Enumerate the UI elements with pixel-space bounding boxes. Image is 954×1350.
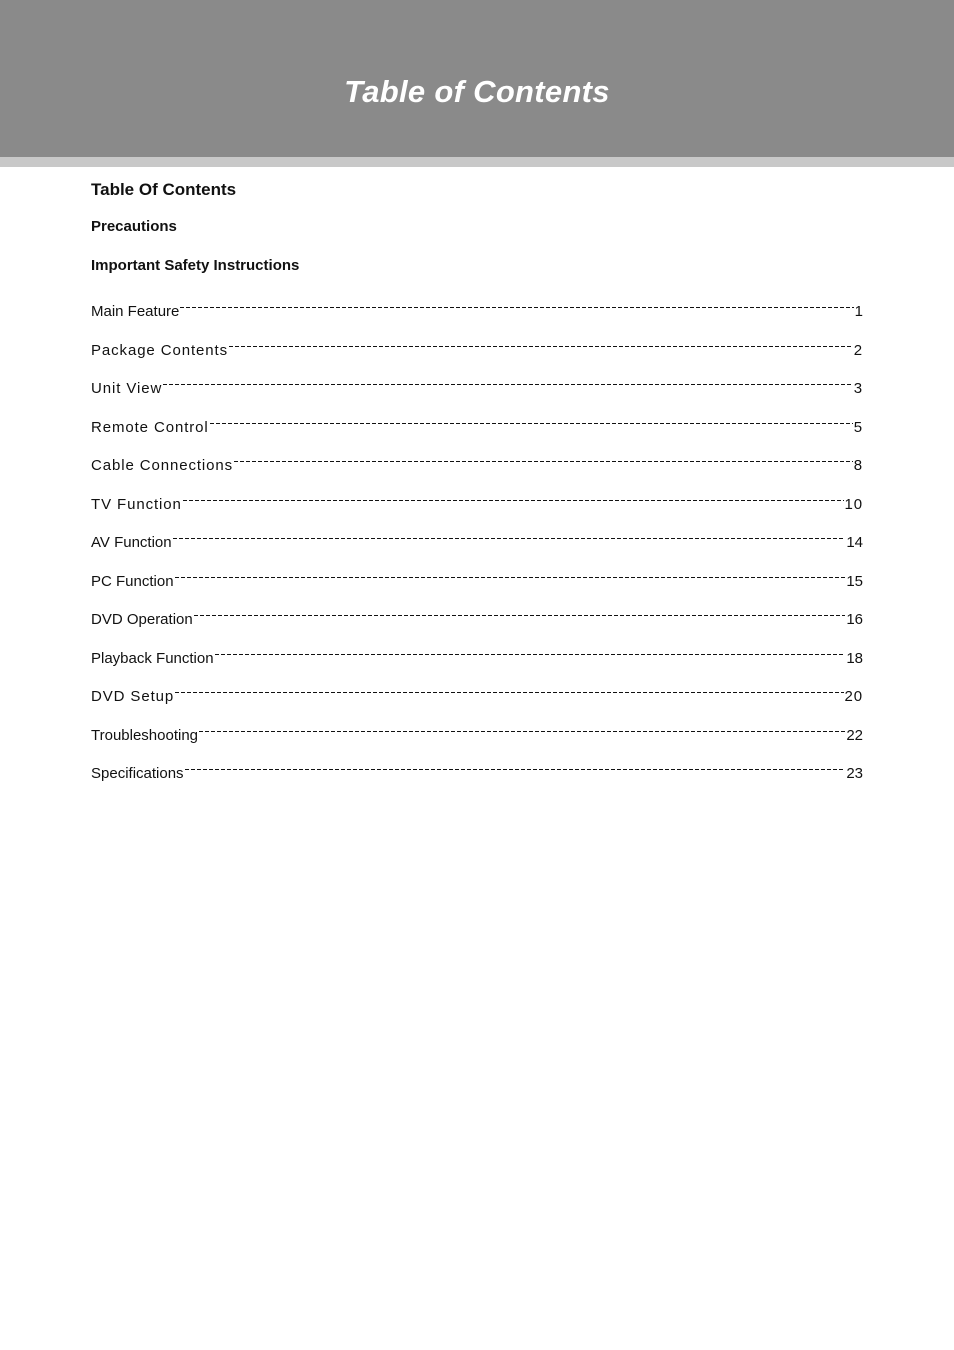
- toc-entry[interactable]: [91, 564, 863, 603]
- toc-entry[interactable]: [91, 487, 863, 526]
- page-title: Table of Contents: [344, 74, 610, 109]
- toc-subheading-precautions: Precautions: [91, 218, 177, 235]
- toc-entry-title: Playback Function: [91, 649, 214, 667]
- toc-entry-page: 2: [853, 341, 863, 359]
- toc-dot-leader: [229, 333, 853, 355]
- toc-entry[interactable]: [91, 679, 863, 718]
- toc-entry-title: TV Function: [91, 495, 182, 513]
- toc-container: [91, 178, 863, 795]
- toc-dot-leader: [173, 525, 846, 547]
- toc-dot-leader: [215, 641, 846, 663]
- toc-entry-title: AV Function: [91, 534, 172, 551]
- toc-entry-page: 16: [846, 611, 863, 628]
- toc-entry-title: Unit View: [91, 380, 163, 397]
- toc-entry-title: Specifications: [91, 765, 184, 782]
- toc-entry-title: Remote Control: [91, 418, 209, 436]
- toc-entry-page: 5: [853, 418, 863, 436]
- toc-entry-page: 20: [844, 688, 863, 705]
- toc-entry-page: 22: [846, 726, 863, 744]
- toc-entry-title: PC Function: [91, 572, 174, 590]
- toc-heading: Table Of Contents: [91, 180, 237, 199]
- toc-dot-leader: [175, 564, 846, 586]
- header-divider-strip: [0, 157, 954, 167]
- toc-entry-title: Package Contents: [91, 341, 228, 359]
- toc-dot-leader: [185, 756, 846, 778]
- toc-entry-page: 14: [846, 534, 863, 551]
- toc-dot-leader: [163, 371, 853, 393]
- toc-entry-page: 15: [846, 572, 863, 590]
- toc-entry-page: 10: [844, 495, 863, 513]
- toc-entry-title: Troubleshooting: [91, 726, 199, 744]
- toc-dot-leader: [234, 448, 853, 470]
- toc-dot-leader: [210, 410, 853, 432]
- toc-subheading-safety: Important Safety Instructions: [91, 257, 300, 274]
- toc-dot-leader: [183, 487, 844, 509]
- toc-entry[interactable]: [91, 448, 863, 487]
- toc-entry-title: DVD Operation: [91, 611, 193, 628]
- toc-entry[interactable]: [91, 371, 863, 410]
- toc-entry[interactable]: [91, 718, 863, 757]
- toc-dot-leader: [194, 602, 846, 624]
- toc-entry[interactable]: [91, 294, 863, 333]
- toc-entry-page: 23: [846, 765, 863, 782]
- toc-dot-leader: [199, 718, 845, 740]
- toc-entry[interactable]: [91, 641, 863, 680]
- toc-entry-title: DVD Setup: [91, 688, 175, 705]
- toc-entry[interactable]: [91, 410, 863, 449]
- toc-dot-leader: [180, 294, 853, 316]
- toc-entry[interactable]: [91, 333, 863, 372]
- toc-entry[interactable]: [91, 756, 863, 795]
- toc-entry[interactable]: [91, 525, 863, 564]
- toc-entry-page: 8: [853, 457, 863, 474]
- toc-entry-page: 3: [853, 380, 863, 397]
- toc-entry-title: Cable Connections: [91, 457, 234, 474]
- toc-entry-page: 18: [846, 649, 863, 667]
- toc-entry-title: Main Feature: [91, 303, 180, 320]
- toc-entry-page: 1: [854, 303, 863, 320]
- toc-entry[interactable]: [91, 602, 863, 641]
- toc-dot-leader: [175, 679, 843, 701]
